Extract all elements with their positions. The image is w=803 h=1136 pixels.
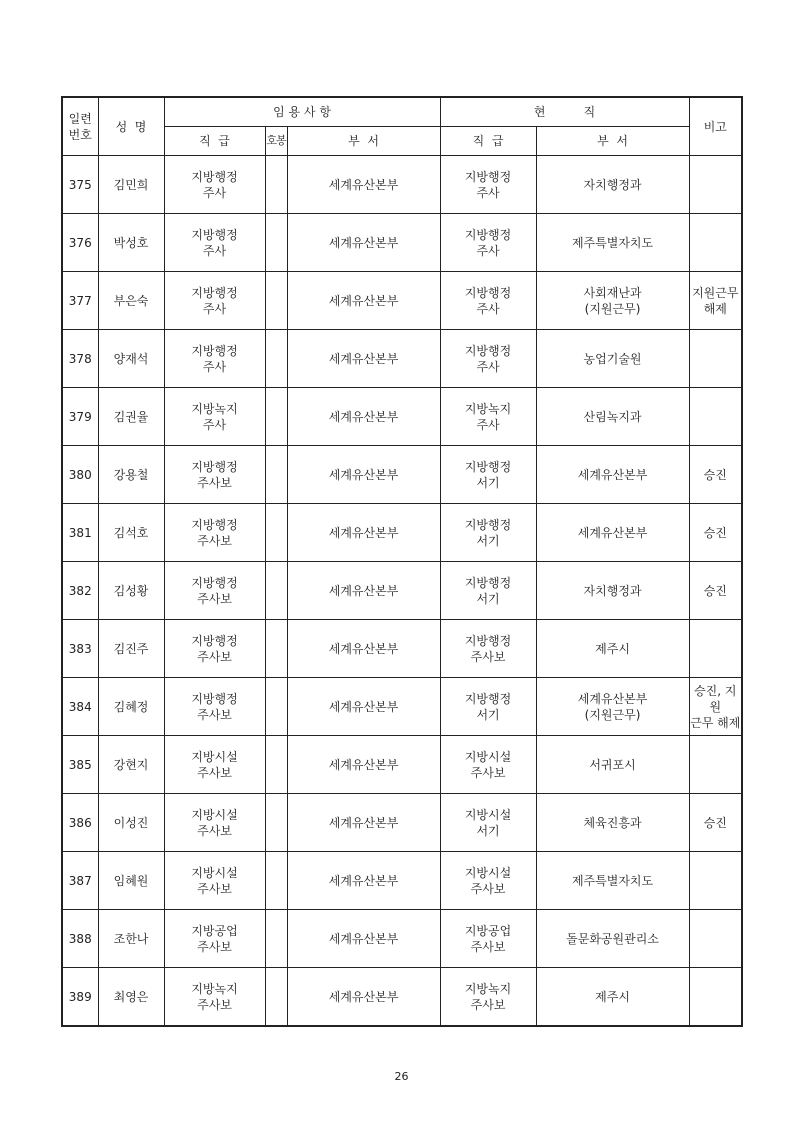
row-current-rank: 지방행정 주사 <box>440 156 536 214</box>
row-step <box>265 562 287 620</box>
row-step <box>265 504 287 562</box>
row-remark: 승진 <box>689 504 742 562</box>
row-number: 385 <box>62 736 98 794</box>
row-appointed-dept: 세계유산본부 <box>287 910 440 968</box>
row-name: 조한나 <box>98 910 164 968</box>
header-app-dept: 부 서 <box>287 127 440 156</box>
row-current-dept: 세계유산본부 (지원근무) <box>536 678 689 736</box>
row-appointed-rank: 지방행정 주사보 <box>164 446 265 504</box>
row-current-dept: 돌문화공원관리소 <box>536 910 689 968</box>
row-number: 387 <box>62 852 98 910</box>
header-app-rank: 직 급 <box>164 127 265 156</box>
row-appointed-rank: 지방행정 주사 <box>164 272 265 330</box>
row-remark <box>689 736 742 794</box>
row-step <box>265 678 287 736</box>
table-row <box>62 446 742 504</box>
row-appointed-dept: 세계유산본부 <box>287 214 440 272</box>
row-number: 379 <box>62 388 98 446</box>
row-name: 김성황 <box>98 562 164 620</box>
row-step <box>265 446 287 504</box>
row-current-dept: 제주특별자치도 <box>536 852 689 910</box>
row-current-rank: 지방시설 주사보 <box>440 852 536 910</box>
table-row <box>62 678 742 736</box>
row-remark <box>689 330 742 388</box>
row-remark <box>689 620 742 678</box>
row-current-dept: 산림녹지과 <box>536 388 689 446</box>
row-current-rank: 지방행정 주사보 <box>440 620 536 678</box>
header-remarks: 비고 <box>689 97 742 156</box>
row-number: 378 <box>62 330 98 388</box>
row-remark: 승진, 지원 근무 해제 <box>689 678 742 736</box>
row-current-rank: 지방행정 서기 <box>440 446 536 504</box>
row-current-dept: 자치행정과 <box>536 156 689 214</box>
header-serial-text: 일련 번호 <box>68 111 92 142</box>
row-appointed-dept: 세계유산본부 <box>287 562 440 620</box>
row-name: 김진주 <box>98 620 164 678</box>
row-current-dept: 서귀포시 <box>536 736 689 794</box>
header-appointment: 임 용 사 항 <box>164 97 440 127</box>
row-name: 부은숙 <box>98 272 164 330</box>
row-name: 이성진 <box>98 794 164 852</box>
row-appointed-dept: 세계유산본부 <box>287 446 440 504</box>
row-name: 김혜정 <box>98 678 164 736</box>
personnel-table <box>61 96 743 1027</box>
row-appointed-dept: 세계유산본부 <box>287 330 440 388</box>
row-appointed-rank: 지방시설 주사보 <box>164 794 265 852</box>
row-number: 377 <box>62 272 98 330</box>
row-appointed-rank: 지방녹지 주사 <box>164 388 265 446</box>
row-step <box>265 968 287 1027</box>
row-current-dept: 세계유산본부 <box>536 504 689 562</box>
table-row <box>62 794 742 852</box>
row-name: 최영은 <box>98 968 164 1027</box>
table-row <box>62 272 742 330</box>
row-step <box>265 794 287 852</box>
row-current-rank: 지방녹지 주사 <box>440 388 536 446</box>
row-step <box>265 620 287 678</box>
row-current-dept: 농업기술원 <box>536 330 689 388</box>
table-row <box>62 156 742 214</box>
row-step <box>265 272 287 330</box>
row-number: 388 <box>62 910 98 968</box>
row-current-dept: 제주시 <box>536 620 689 678</box>
header-current: 현 직 <box>440 97 689 127</box>
table-row <box>62 562 742 620</box>
row-appointed-dept: 세계유산본부 <box>287 620 440 678</box>
row-remark: 승진 <box>689 446 742 504</box>
row-appointed-rank: 지방녹지 주사보 <box>164 968 265 1027</box>
row-current-rank: 지방녹지 주사보 <box>440 968 536 1027</box>
row-appointed-rank: 지방행정 주사 <box>164 156 265 214</box>
row-number: 381 <box>62 504 98 562</box>
row-current-rank: 지방시설 서기 <box>440 794 536 852</box>
row-step <box>265 736 287 794</box>
table-row <box>62 330 742 388</box>
row-current-rank: 지방공업 주사보 <box>440 910 536 968</box>
table-row <box>62 620 742 678</box>
header-cur-rank: 직 급 <box>440 127 536 156</box>
row-number: 386 <box>62 794 98 852</box>
header-serial <box>62 97 98 156</box>
row-current-dept: 제주특별자치도 <box>536 214 689 272</box>
row-remark <box>689 910 742 968</box>
row-name: 박성호 <box>98 214 164 272</box>
row-name: 양재석 <box>98 330 164 388</box>
row-appointed-rank: 지방시설 주사보 <box>164 852 265 910</box>
row-current-rank: 지방행정 주사 <box>440 214 536 272</box>
row-appointed-rank: 지방행정 주사보 <box>164 678 265 736</box>
row-appointed-dept: 세계유산본부 <box>287 852 440 910</box>
row-appointed-rank: 지방행정 주사보 <box>164 504 265 562</box>
row-remark <box>689 968 742 1027</box>
row-number: 376 <box>62 214 98 272</box>
row-appointed-dept: 세계유산본부 <box>287 794 440 852</box>
row-name: 임혜원 <box>98 852 164 910</box>
row-appointed-dept: 세계유산본부 <box>287 678 440 736</box>
row-step <box>265 330 287 388</box>
row-number: 383 <box>62 620 98 678</box>
row-name: 김권율 <box>98 388 164 446</box>
row-name: 김민희 <box>98 156 164 214</box>
row-appointed-dept: 세계유산본부 <box>287 736 440 794</box>
row-step <box>265 910 287 968</box>
row-appointed-dept: 세계유산본부 <box>287 388 440 446</box>
table-row <box>62 910 742 968</box>
row-current-dept: 제주시 <box>536 968 689 1027</box>
row-appointed-rank: 지방행정 주사 <box>164 330 265 388</box>
row-appointed-dept: 세계유산본부 <box>287 968 440 1027</box>
row-current-dept: 세계유산본부 <box>536 446 689 504</box>
header-name: 성 명 <box>98 97 164 156</box>
row-appointed-dept: 세계유산본부 <box>287 156 440 214</box>
row-number: 380 <box>62 446 98 504</box>
row-current-rank: 지방행정 서기 <box>440 504 536 562</box>
row-appointed-dept: 세계유산본부 <box>287 504 440 562</box>
row-current-dept: 체육진흥과 <box>536 794 689 852</box>
table-row <box>62 968 742 1027</box>
row-appointed-rank: 지방행정 주사 <box>164 214 265 272</box>
row-remark: 승진 <box>689 794 742 852</box>
row-name: 강용철 <box>98 446 164 504</box>
row-remark: 승진 <box>689 562 742 620</box>
row-appointed-rank: 지방행정 주사보 <box>164 562 265 620</box>
row-appointed-rank: 지방행정 주사보 <box>164 620 265 678</box>
row-remark <box>689 388 742 446</box>
table-body <box>62 156 742 1027</box>
row-number: 382 <box>62 562 98 620</box>
row-current-dept: 사회재난과 (지원근무) <box>536 272 689 330</box>
row-step <box>265 156 287 214</box>
row-number: 384 <box>62 678 98 736</box>
table-row <box>62 388 742 446</box>
row-current-dept: 자치행정과 <box>536 562 689 620</box>
row-name: 김석호 <box>98 504 164 562</box>
page-number: 26 <box>394 1070 409 1083</box>
table-row <box>62 214 742 272</box>
row-current-rank: 지방행정 주사 <box>440 272 536 330</box>
table-row <box>62 852 742 910</box>
row-number: 375 <box>62 156 98 214</box>
row-remark <box>689 214 742 272</box>
table-row <box>62 736 742 794</box>
row-remark <box>689 156 742 214</box>
row-current-rank: 지방행정 서기 <box>440 562 536 620</box>
row-appointed-rank: 지방공업 주사보 <box>164 910 265 968</box>
row-name: 강현지 <box>98 736 164 794</box>
row-remark <box>689 852 742 910</box>
header-step: 호봉 <box>265 127 287 156</box>
header-cur-dept: 부 서 <box>536 127 689 156</box>
row-remark: 지원근무 해제 <box>689 272 742 330</box>
row-appointed-dept: 세계유산본부 <box>287 272 440 330</box>
row-step <box>265 388 287 446</box>
row-current-rank: 지방행정 주사 <box>440 330 536 388</box>
row-current-rank: 지방행정 서기 <box>440 678 536 736</box>
table-row <box>62 504 742 562</box>
row-step <box>265 214 287 272</box>
row-appointed-rank: 지방시설 주사보 <box>164 736 265 794</box>
row-number: 389 <box>62 968 98 1027</box>
row-current-rank: 지방시설 주사보 <box>440 736 536 794</box>
row-step <box>265 852 287 910</box>
